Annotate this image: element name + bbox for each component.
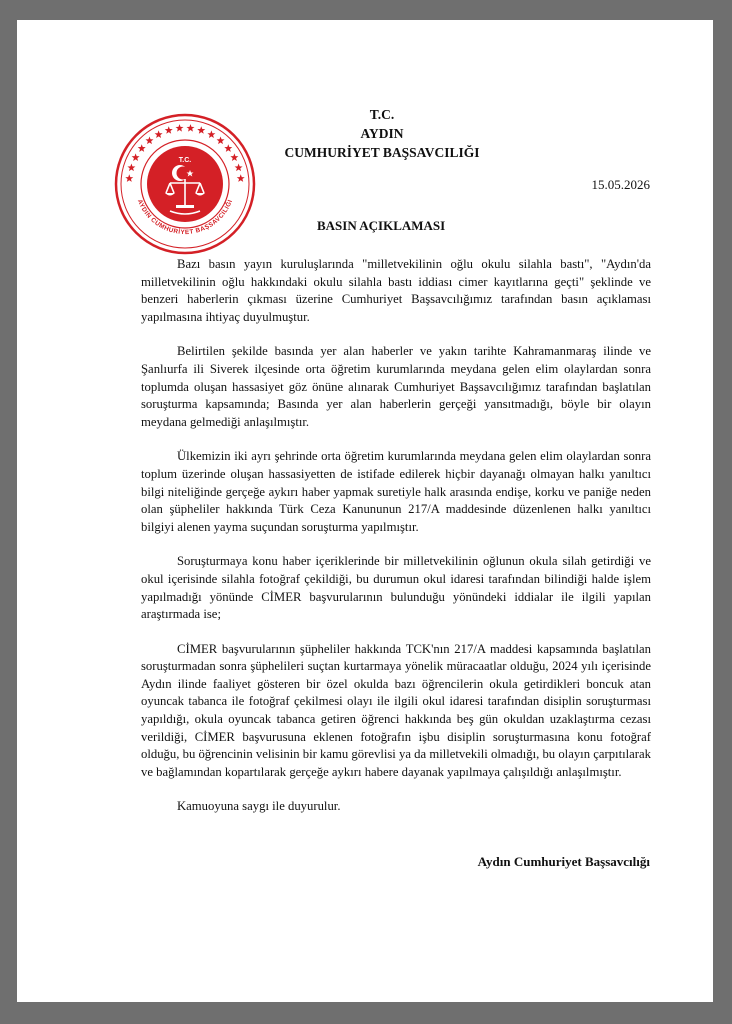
paragraph-4: Soruşturmaya konu haber içeriklerinde bir milletvekilinin oğlunun okula silah getirdiği ve okul içerisinde silahla fotoğraf çekildiği, bu durumun okul idaresi tarafından bilindiği halde işlem yapılmadığı yönünde CİMER başvurularının bulunduğu yönündeki iddialar ile ilgili yapılan araştırmada ise; xyxy=(141,554,651,622)
document-page xyxy=(17,20,713,1002)
seal-star-icon xyxy=(207,130,215,138)
seal-star-icon xyxy=(176,124,184,132)
seal-star-icon xyxy=(235,164,243,172)
document-body xyxy=(141,256,651,833)
seal-star-icon xyxy=(125,174,133,182)
seal-star-icon xyxy=(186,124,194,132)
document-title: BASIN AÇIKLAMASI xyxy=(317,218,446,233)
institution-header xyxy=(257,105,507,162)
seal-star-icon xyxy=(217,137,225,145)
paragraph-closing: Kamuoyuna saygı ile duyurulur. xyxy=(177,799,341,814)
seal-top-text: T.C. xyxy=(178,157,192,164)
header-line-institution: CUMHURİYET BAŞSAVCILIĞI xyxy=(284,145,480,160)
seal-star-icon xyxy=(197,126,205,134)
paragraph-3: Ülkemizin iki ayrı şehrinde orta öğretim kurumlarında meydana gelen elim olaylardan sonra toplum üzerinde oluşan hassasiyetten de istifade edilerek hiçbir dayanağı olmayan halkı yanıltıcı bilgi niteliğinde gerçeğe aykırı haber yapmak suretiyle halk arasında endişe, korku ve paniğe neden olan şüpheliler hakkında Türk Ceza Kanununun 217/A maddesinde düzenlenen halkı yanıltıcı bilgiyi alenen yayma suçundan soruşturma yapılmıştır. xyxy=(141,449,651,534)
seal-star-icon xyxy=(230,153,238,161)
seal-star-icon xyxy=(165,126,173,134)
header-line-tc: T.C. xyxy=(369,107,395,122)
seal-ring-text: AYDIN CUMHURİYET BAŞSAVCILIĞI xyxy=(135,198,235,237)
paragraph-2: Belirtilen şekilde basında yer alan haberler ve yakın tarihte Kahramanmaraş ilinde ve Şanlıurfa ili Siverek ilçesinde orta öğretim kurumlarında meydana gelen elim olaylardan sonra toplumda oluşan hassasiyet göz önüne alınarak Cumhuriyet Başsavcılığımız tarafından başlatılan soruşturma kapsamında; Basında yer alan haberlerin gerçeği yansıtmadığı, böyle bir olayın meydana gelmediği anlaşılmıştır. xyxy=(141,344,651,429)
seal-star-icon xyxy=(127,164,135,172)
seal-star-icon xyxy=(155,130,163,138)
paragraph-1: Bazı basın yayın kuruluşlarında "milletvekilinin oğlu okulu silahla bastı", "Aydın'da milletvekilinin oğlu hakkındaki okulu silahla bastı iddiası cimer kayıtlarına geçti" şeklinde ve benzeri haberlerin çıkması üzerine Cumhuriyet Başsavcılığımız tarafından basın açıklaması yapılmasına ihtiyaç duyulmuştur. xyxy=(141,257,651,324)
header-line-city: AYDIN xyxy=(360,126,404,141)
seal-star-icon xyxy=(224,144,232,152)
seal-star-icon xyxy=(237,174,245,182)
document-date: 15.05.2026 xyxy=(591,177,650,192)
seal-star-icon xyxy=(138,144,146,152)
paragraph-5: CİMER başvurularının şüpheliler hakkında TCK'nın 217/A maddesi kapsamında başlatılan soruşturmadan sonra şüphelileri suçtan kurtarmaya yönelik müracaatlar olduğu, 2024 yılı içerisinde Aydın ilinde faaliyet gösteren bir özel okulda bazı öğrencilerin okula getirdikleri boncuk atan oyuncak tabanca ile fotoğraf çekilmesi olayı ile ilgili okul idaresi tarafından disiplin soruşturması yapıldığı, okula oyuncak tabanca getiren öğrenci hakkında beş gün okuldan uzaklaştırma cezası verildiği, CİMER başvurusuna eklenen fotoğrafın işbu disiplin soruşturmasına konu fotoğraf olduğu, bu öğrencinin velisinin bir kamu görevlisi ya da milletvekili olmadığı, bu olayın çarpıtılarak ve bağlamından kopartılarak gerçeğe aykırı habere dayanak yapılmaya çalışıldığı anlaşılmıştır. xyxy=(141,641,651,779)
seal-star-icon xyxy=(132,153,140,161)
prosecutor-seal-icon xyxy=(114,113,256,255)
signature: Aydın Cumhuriyet Başsavcılığı xyxy=(477,854,650,869)
seal-star-icon xyxy=(145,137,153,145)
